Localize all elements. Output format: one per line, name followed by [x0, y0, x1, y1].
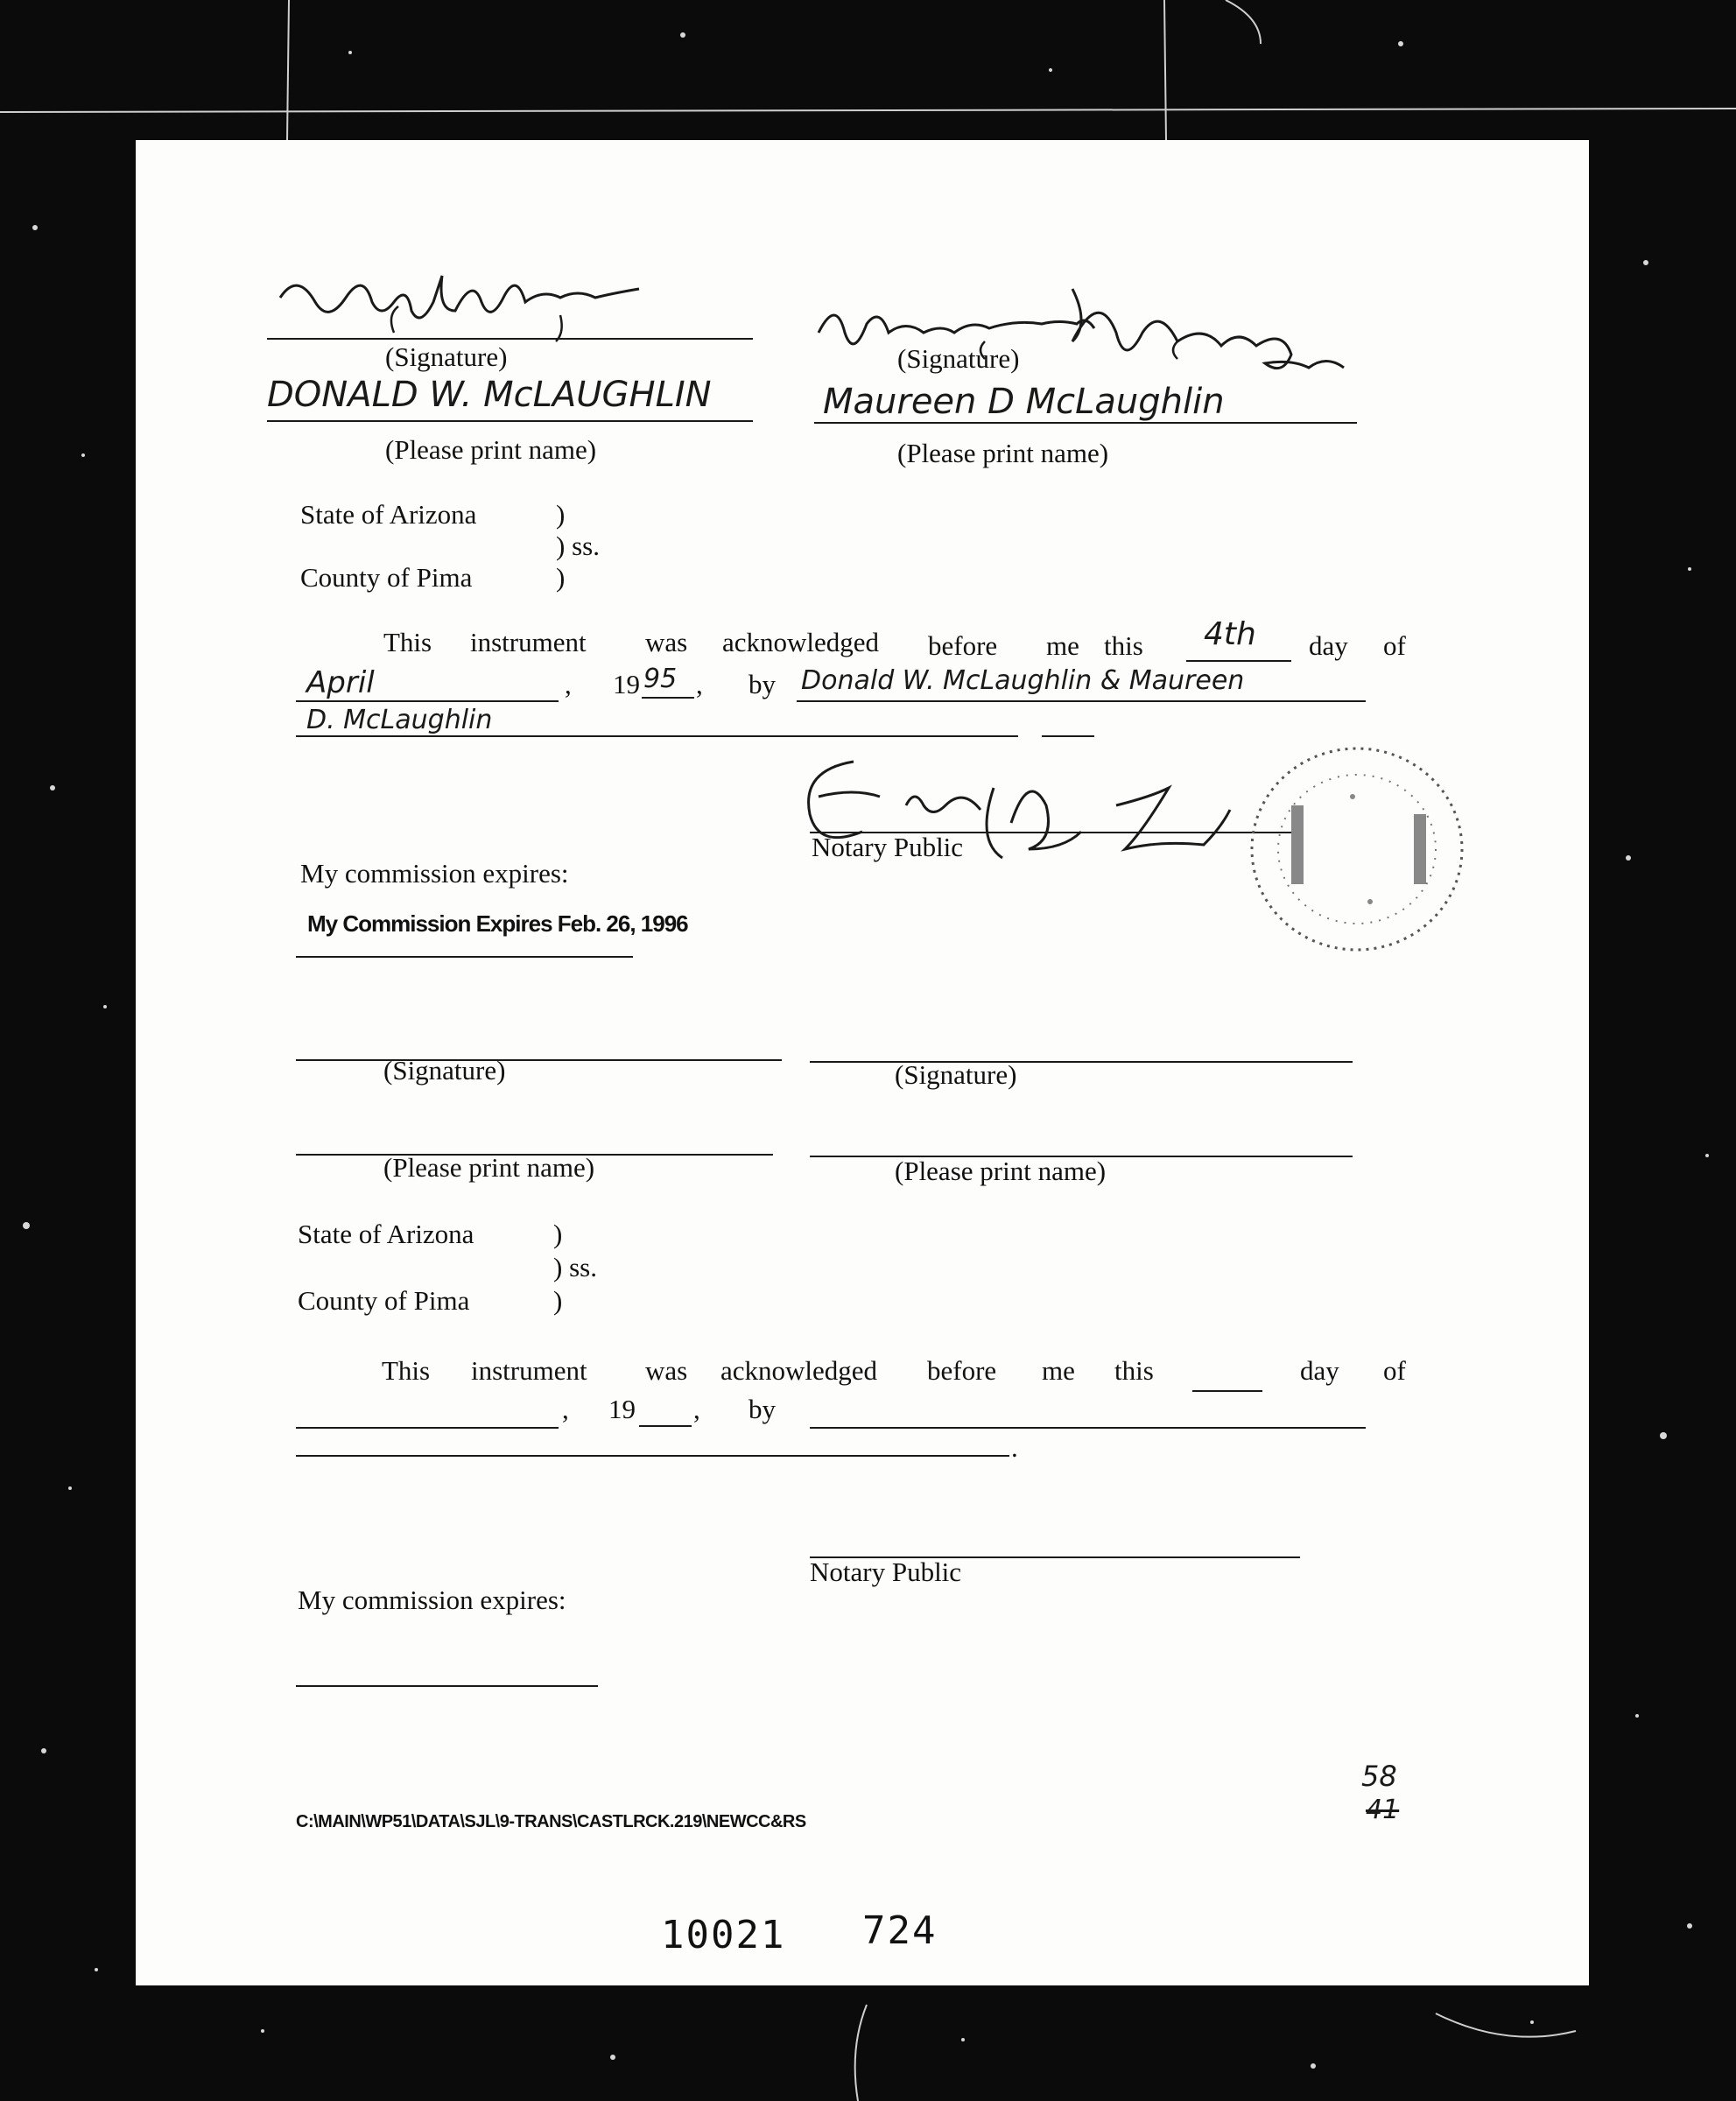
county-label: County of Pima	[300, 562, 473, 593]
ack-comma: ,	[565, 669, 572, 699]
print-label-left: (Please print name)	[385, 434, 597, 465]
ack-word: This	[383, 627, 432, 657]
ack-word-2: This	[382, 1355, 431, 1386]
ack-day-2: day	[1300, 1355, 1339, 1386]
document-page	[136, 140, 1589, 1985]
ack-word: was	[645, 627, 688, 657]
page-number-struck: 41	[1366, 1795, 1400, 1825]
ack-year-suffix-2: ,	[693, 1394, 700, 1424]
venue-ss: ) ss.	[556, 531, 600, 561]
file-path: C:\MAIN\WP51\DATA\SJL\9-TRANS\CASTLRCK.219\NEWCC&RS	[296, 1812, 806, 1831]
ack-by-value-cont: D. McLaughlin	[306, 705, 493, 735]
ack-word: this	[1104, 630, 1143, 661]
ack-by-2: by	[749, 1394, 776, 1424]
ack-word: instrument	[470, 627, 587, 657]
ack-of: of	[1383, 630, 1406, 661]
venue-paren: )	[556, 499, 566, 530]
ack-word-2: me	[1042, 1355, 1075, 1386]
doc-number-right: 724	[862, 1908, 938, 1953]
ack-by: by	[749, 669, 776, 699]
ack-word: acknowledged	[722, 627, 880, 657]
ack-day-value: 4th	[1204, 616, 1256, 652]
notary-label-2: Notary Public	[810, 1556, 962, 1587]
venue-paren: )	[556, 562, 566, 593]
printed-name-left: DONALD W. McLAUGHLIN	[267, 375, 712, 415]
ack-year-value: 95	[643, 664, 678, 694]
ack-day: day	[1309, 630, 1348, 661]
signature-label-right-2: (Signature)	[895, 1059, 1017, 1090]
signature-label-right: (Signature)	[897, 343, 1020, 374]
print-label-right: (Please print name)	[897, 438, 1109, 468]
ack-month-value: April	[306, 665, 375, 700]
ack-of-2: of	[1383, 1355, 1406, 1386]
ack-word-2: before	[927, 1355, 997, 1386]
county-label-2: County of Pima	[298, 1285, 470, 1316]
doc-number-left: 10021	[661, 1913, 786, 1957]
state-label: State of Arizona	[300, 499, 477, 530]
state-label-2: State of Arizona	[298, 1219, 474, 1249]
venue-paren-2: )	[553, 1285, 563, 1316]
venue-ss-2: ) ss.	[553, 1252, 597, 1282]
signature-label-left: (Signature)	[385, 341, 508, 372]
ack-word-2: acknowledged	[720, 1355, 878, 1386]
print-label-left-2: (Please print name)	[383, 1152, 595, 1183]
venue-paren-2: )	[553, 1219, 563, 1249]
ack-period-2: .	[1011, 1432, 1018, 1463]
signature-label-left-2: (Signature)	[383, 1055, 506, 1086]
signature-donald	[271, 245, 674, 350]
ack-word: before	[928, 630, 998, 661]
ack-year-suffix: ,	[696, 669, 703, 699]
ack-year-prefix: 19	[613, 669, 640, 699]
ack-by-value: Donald W. McLaughlin & Maureen	[801, 665, 1245, 696]
page-number: 58	[1361, 1760, 1397, 1793]
notary-seal	[1248, 744, 1484, 963]
ack-comma-2: ,	[562, 1394, 569, 1424]
ack-word-2: this	[1114, 1355, 1154, 1386]
printed-name-right: Maureen D McLaughlin	[823, 382, 1225, 422]
print-label-right-2: (Please print name)	[895, 1156, 1107, 1186]
ack-word-2: was	[645, 1355, 688, 1386]
ack-word: me	[1046, 630, 1079, 661]
ack-word-2: instrument	[471, 1355, 587, 1386]
commission-label: My commission expires:	[300, 858, 569, 889]
commission-stamp: My Commission Expires Feb. 26, 1996	[307, 910, 688, 937]
commission-label-2: My commission expires:	[298, 1585, 566, 1615]
ack-year-prefix-2: 19	[608, 1394, 636, 1424]
notary-label: Notary Public	[812, 832, 964, 862]
